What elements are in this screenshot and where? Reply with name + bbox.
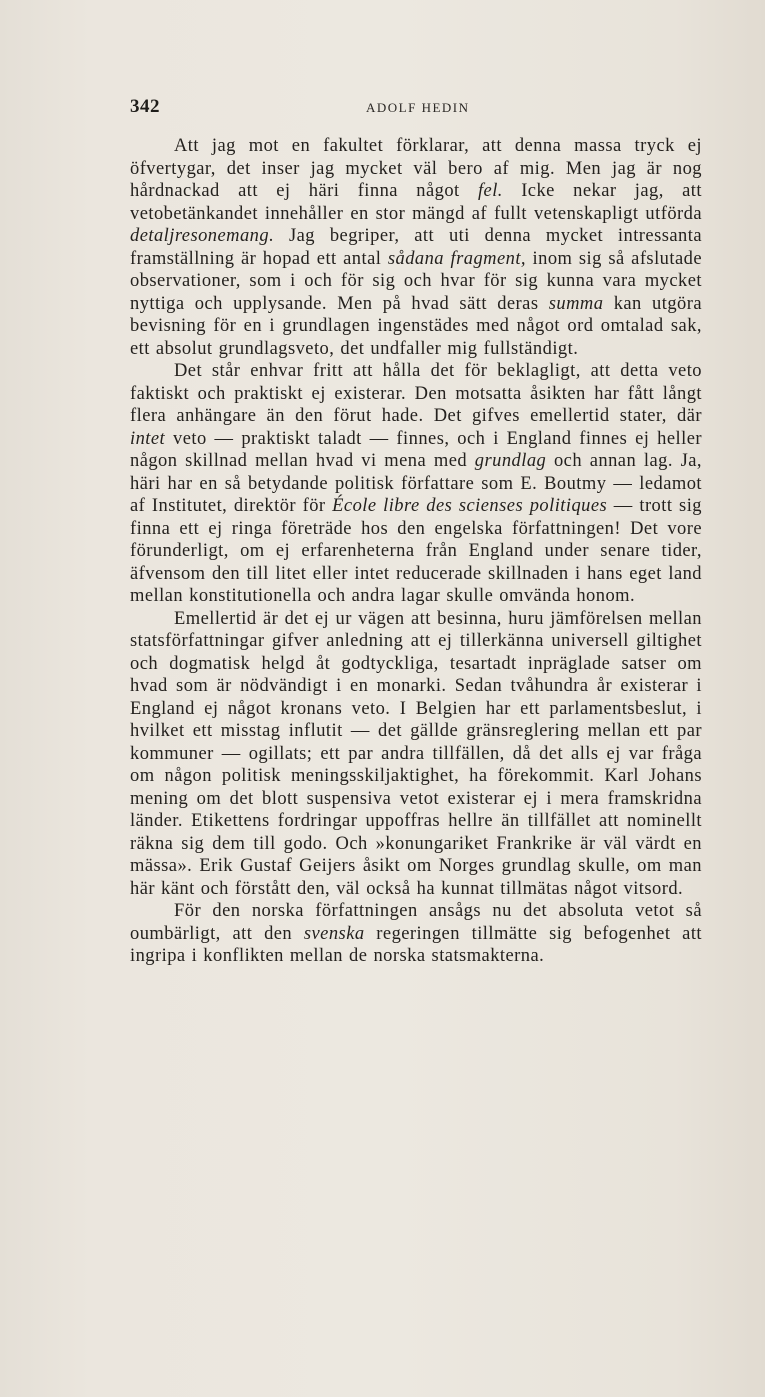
running-head [130, 96, 702, 122]
paragraph [130, 135, 702, 360]
italic-text-run: fel. [477, 181, 503, 201]
body-text [130, 135, 702, 968]
text-run: — trott sig finna ett ej ringa företräde hos den engelska författningen! Det vore förunderligt, om ej erfarenheterna från England under senare tider, äfvensom den till litet eller intet reducerade skillnaden i hans eget land mellan konstitutionella och andra lagar skulle omvända honom. [130, 496, 702, 606]
running-title: ADOLF HEDIN [366, 100, 470, 115]
text-run: veto — praktiskt taladt — finnes, och i England finnes ej heller någon skillnad mellan hvad vi mena med [130, 428, 702, 471]
text-run: Emellertid är det ej ur vägen att besinna, huru jämförelsen mellan statsförfattningar gifver anledning att ej tillerkänna universell giltighet och dogmatisk helgd åt godtyckliga, tesartadt inpräglade satser om hvad som är nödvändigt i en monarki. Sedan tvåhundra år existerar i England ej något kronans veto. I Belgien har ett parlamentsbeslut, i hvilket ett misstag influtit — det gällde gränsreglering mellan ett par kommuner — ogillats; ett par andra tillfällen, då det alls ej var fråga om någon politisk meningsskiljaktighet, ha förekommit. Karl Johans mening om det blott suspensiva vetot existerar ej i mera framskridna länder. Etikettens fordringar uppoffras hellre än tillfället att nominellt räkna sig dem till godo. Och »konungariket Frankrike är väl värdt en mässa». Erik Gustaf Geijers åsikt om Norges grundlag skulle, om man här känt och förstått den, väl också ha kunnat tillmätas något vitsord. [130, 608, 702, 899]
paragraph [130, 608, 702, 901]
text-run: Jag begriper, att uti denna mycket intressanta framställning är hopad ett antal [130, 226, 702, 269]
italic-text-run: summa [548, 293, 604, 314]
italic-text-run: sådana fragment, [387, 248, 527, 269]
paragraph [130, 360, 702, 608]
text-run: och annan lag. Ja, häri har en så betydande politisk författare som E. Boutmy — ledamot af Institutet, direktör för [130, 451, 702, 516]
italic-text-run: svenska [303, 923, 365, 944]
italic-text-run: École libre des scienses politiques [332, 496, 608, 516]
text-run: regeringen tillmätte sig befogenhet att ingripa i konflikten mellan de norska statsmakterna. [130, 923, 702, 966]
italic-text-run: grundlag [474, 451, 547, 471]
paragraph [130, 900, 702, 968]
italic-text-run: detaljresonemang. [130, 226, 275, 246]
italic-text-run: intet [130, 428, 166, 449]
text-run: inom sig så afslutade observationer, som i och för sig och hvar för sig kunna vara mycket nyttiga och upplysande. Men på hvad sätt deras [130, 248, 702, 314]
text-run: Att jag mot en fakultet förklarar, att denna massa tryck ej öfvertygar, det inser jag mycket väl bero af mig. Men jag är nog hårdnackad att ej häri finna något [130, 136, 702, 201]
text-run: Icke nekar jag, att vetobetänkandet innehåller en stor mängd af fullt vetenskapligt utförda [130, 181, 702, 224]
page-number: 342 [130, 96, 160, 117]
text-run: Det står enhvar fritt att hålla det för beklagligt, att detta veto faktiskt och praktiskt ej existerar. Den motsatta åsikten har fått långt flera anhängare än den förut hade. Det gifves emellertid stater, där [130, 361, 702, 426]
text-run: kan utgöra bevisning för en i grundlagen ingenstädes med något ord omtalad sak, ett absolut grundlagsveto, det undfaller mig fullständigt. [130, 293, 702, 359]
text-run: För den norska författningen ansågs nu det absoluta vetot så oumbärligt, att den [130, 901, 702, 944]
